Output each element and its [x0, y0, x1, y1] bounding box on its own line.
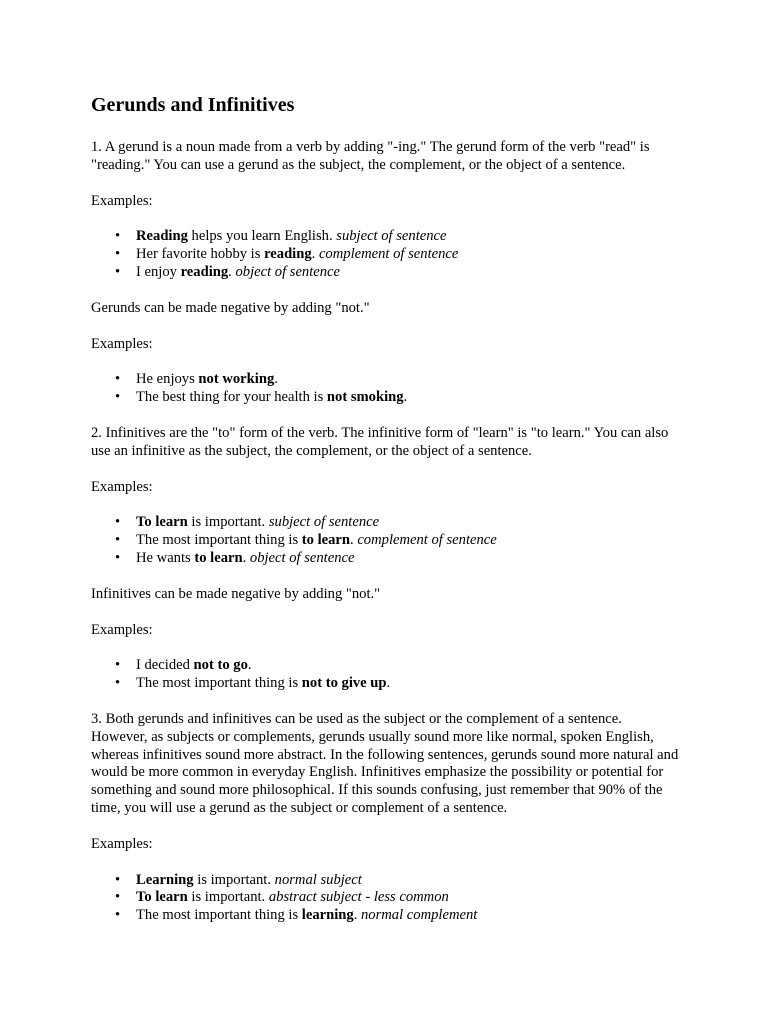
example-note: normal complement — [360, 907, 478, 924]
example-text: . — [228, 263, 236, 280]
example-text: . — [274, 371, 278, 388]
example-note: complement of sentence — [318, 246, 459, 263]
example-keyword: Reading — [136, 228, 188, 245]
example-text: is important. — [187, 514, 269, 531]
example-note: object of sentence — [249, 549, 355, 566]
list-item — [136, 389, 681, 407]
list-item — [136, 675, 681, 693]
example-keyword: reading — [264, 246, 312, 263]
example-text: . — [353, 907, 361, 924]
list-item — [136, 657, 681, 675]
example-keyword: reading — [180, 263, 229, 280]
example-list — [91, 371, 681, 407]
example-text: . — [403, 389, 408, 406]
list-item — [136, 532, 681, 550]
example-text: is important. — [193, 871, 275, 888]
paragraph: 1. A gerund is a noun made from a verb by adding "-ing." The gerund form of the verb "read" is "reading." You can use a gerund as the subject, the complement, or the object of a sentence. — [91, 139, 650, 173]
document-title: Gerunds and Infinitives — [91, 94, 295, 116]
example-text: . — [386, 675, 391, 692]
example-text: He wants — [136, 549, 195, 566]
example-list — [91, 514, 681, 567]
list-item — [136, 514, 681, 532]
example-list — [91, 657, 681, 693]
example-keyword: to learn — [301, 532, 351, 549]
example-list — [91, 872, 681, 925]
list-item — [136, 246, 681, 264]
paragraph: Gerunds can be made negative by adding "not." — [91, 299, 370, 316]
example-list — [91, 228, 681, 281]
example-text: helps you learn English. — [187, 228, 337, 245]
list-item — [136, 228, 681, 246]
example-text: . — [350, 532, 358, 549]
example-keyword: Learning — [136, 871, 194, 888]
example-keyword: To learn — [136, 514, 188, 531]
example-keyword: learning — [301, 907, 354, 924]
example-keyword: to learn — [194, 549, 243, 566]
example-text: The most important thing is — [136, 675, 302, 692]
example-keyword: not to give up — [301, 675, 387, 692]
example-text: He enjoys — [136, 371, 199, 388]
example-note: object of sentence — [235, 263, 341, 280]
paragraph: Infinitives can be made negative by adding "not." — [91, 585, 381, 602]
example-note: normal subject — [274, 871, 362, 888]
example-keyword: not to go — [193, 657, 248, 674]
example-note: abstract subject - less common — [268, 889, 449, 906]
example-text: . — [242, 549, 250, 566]
list-item — [136, 371, 681, 389]
example-note: subject of sentence — [336, 228, 447, 245]
example-keyword: not smoking — [326, 389, 404, 406]
example-text: I enjoy — [136, 263, 181, 280]
example-text: Her favorite hobby is — [136, 246, 265, 263]
example-text: The most important thing is — [136, 907, 302, 924]
list-item — [136, 550, 681, 568]
example-text: . — [311, 246, 319, 263]
example-text: is important. — [187, 889, 269, 906]
list-item — [136, 872, 681, 890]
example-text: . — [247, 657, 252, 674]
examples-label: Examples: — [91, 621, 153, 638]
examples-label: Examples: — [91, 192, 153, 209]
list-item — [136, 889, 681, 907]
examples-label: Examples: — [91, 835, 153, 852]
paragraph: 3. Both gerunds and infinitives can be used as the subject or the complement of a sentence. However, as subjects or complements, gerunds usually sound more like normal, spoken English, whereas infinitives sound more abstract. In the following sentences, gerunds sound more natural and would be more common in everyday English. Infinitives emphasize the possibility or potential for something and sound more philosophical. If this sounds confusing, just remember that 90% of the time, you will use a gerund as the subject or complement of a sentence. — [91, 710, 679, 816]
paragraph: 2. Infinitives are the "to" form of the verb. The infinitive form of "learn" is "to learn." You can also use an infinitive as the subject, the complement, or the object of a sentence. — [91, 424, 669, 459]
document-content — [91, 93, 681, 943]
list-item — [136, 907, 681, 925]
example-text: The most important thing is — [136, 532, 302, 549]
list-item — [136, 264, 681, 282]
example-text: I decided — [136, 657, 194, 674]
examples-label: Examples: — [91, 335, 153, 352]
example-keyword: not working — [198, 371, 275, 388]
examples-label: Examples: — [91, 478, 153, 495]
example-text: The best thing for your health is — [136, 389, 327, 406]
example-keyword: To learn — [136, 889, 188, 906]
example-note: subject of sentence — [268, 514, 380, 531]
example-note: complement of sentence — [357, 532, 497, 549]
